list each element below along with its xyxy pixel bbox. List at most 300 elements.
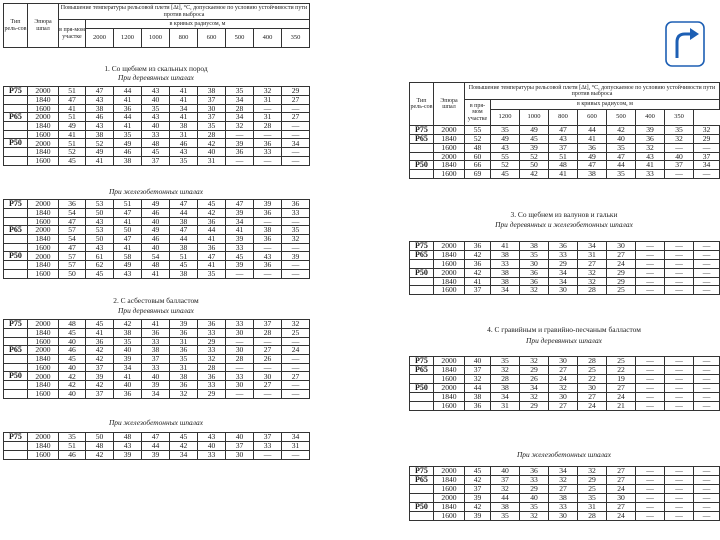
value-cell: 32: [282, 235, 310, 244]
value-cell: 33: [549, 503, 578, 512]
value-cell: 42: [170, 442, 198, 451]
value-cell: 44: [578, 126, 607, 135]
value-cell: 47: [142, 433, 170, 442]
value-cell: 41: [465, 277, 491, 286]
right-header-radius: в кривых радиусом, м: [491, 100, 720, 110]
value-cell: —: [694, 375, 720, 384]
value-cell: 51: [59, 442, 86, 451]
value-cell: 45: [59, 329, 86, 338]
value-cell: —: [254, 130, 282, 139]
epure-cell: 2000: [434, 242, 465, 251]
value-cell: 57: [59, 261, 86, 270]
value-cell: 30: [549, 357, 578, 366]
table-row: [4, 104, 310, 113]
value-cell: 25: [578, 485, 607, 494]
value-cell: 34: [549, 277, 578, 286]
epure-cell: 2000: [28, 320, 59, 329]
value-cell: 29: [694, 135, 720, 144]
value-cell: 45: [198, 200, 226, 209]
value-cell: 51: [170, 252, 198, 261]
left-radius-500: 500: [226, 29, 254, 48]
value-cell: 30: [226, 451, 254, 460]
value-cell: 60: [465, 152, 491, 161]
table-row: [410, 485, 720, 494]
rail-type-cell: Р50: [4, 372, 28, 381]
value-cell: 35: [170, 156, 198, 165]
value-cell: 32: [578, 467, 607, 476]
value-cell: —: [694, 277, 720, 286]
value-cell: 40: [142, 96, 170, 105]
table-row: [410, 251, 720, 260]
table-row: [4, 209, 310, 218]
value-cell: —: [694, 485, 720, 494]
value-cell: 45: [59, 355, 86, 364]
value-cell: 39: [142, 451, 170, 460]
value-cell: 32: [520, 393, 549, 402]
value-cell: 50: [114, 226, 142, 235]
table-row: [4, 87, 310, 96]
value-cell: —: [282, 156, 310, 165]
epure-cell: 2000: [28, 346, 59, 355]
table-row: [410, 126, 720, 135]
right-header-type: Тип рель-сов: [410, 83, 434, 126]
value-cell: 41: [59, 104, 86, 113]
value-cell: 36: [142, 329, 170, 338]
value-cell: —: [694, 260, 720, 269]
value-cell: 32: [549, 476, 578, 485]
right-header-epure: Эпюра шпал: [434, 83, 465, 126]
value-cell: —: [636, 268, 665, 277]
value-cell: —: [694, 251, 720, 260]
value-cell: 50: [86, 209, 114, 218]
value-cell: 44: [198, 226, 226, 235]
epure-cell: 1840: [434, 476, 465, 485]
value-cell: 32: [578, 268, 607, 277]
value-cell: 29: [578, 476, 607, 485]
epure-cell: 2000: [434, 357, 465, 366]
table-row: [4, 433, 310, 442]
value-cell: 42: [198, 209, 226, 218]
value-cell: 47: [114, 235, 142, 244]
value-cell: 57: [59, 252, 86, 261]
value-cell: 43: [86, 243, 114, 252]
value-cell: 35: [198, 122, 226, 131]
value-cell: 32: [491, 485, 520, 494]
value-cell: 33: [254, 148, 282, 157]
value-cell: 34: [282, 433, 310, 442]
value-cell: 34: [226, 113, 254, 122]
value-cell: —: [636, 277, 665, 286]
rail-type-cell: [410, 170, 434, 179]
value-cell: 48: [142, 261, 170, 270]
value-cell: —: [636, 260, 665, 269]
value-cell: —: [282, 148, 310, 157]
rail-type-cell: Р75: [410, 467, 434, 476]
left-radius-350: 350: [282, 29, 310, 48]
rail-type-cell: [410, 152, 434, 161]
value-cell: 38: [491, 384, 520, 393]
value-cell: 49: [491, 135, 520, 144]
value-cell: 46: [114, 148, 142, 157]
value-cell: 52: [465, 135, 491, 144]
right-radius-350: 350: [665, 110, 694, 126]
value-cell: —: [694, 268, 720, 277]
value-cell: 42: [86, 355, 114, 364]
value-cell: 42: [198, 139, 226, 148]
value-cell: 42: [465, 476, 491, 485]
value-cell: —: [254, 104, 282, 113]
value-cell: 40: [465, 357, 491, 366]
left-s2-table: [3, 199, 310, 279]
value-cell: 47: [170, 226, 198, 235]
value-cell: 42: [607, 126, 636, 135]
rail-type-cell: Р75: [410, 357, 434, 366]
rail-type-cell: Р65: [4, 226, 28, 235]
value-cell: 31: [170, 130, 198, 139]
value-cell: 29: [520, 485, 549, 494]
value-cell: 30: [607, 242, 636, 251]
value-cell: 31: [254, 96, 282, 105]
rail-type-cell: [410, 375, 434, 384]
value-cell: 43: [170, 148, 198, 157]
value-cell: 51: [549, 152, 578, 161]
epure-cell: 2000: [28, 226, 59, 235]
table-row: [410, 494, 720, 503]
value-cell: 41: [114, 96, 142, 105]
right-s3-table: [409, 241, 720, 295]
right-t1-table: [409, 125, 720, 179]
rail-type-cell: [4, 329, 28, 338]
value-cell: 25: [282, 329, 310, 338]
value-cell: 35: [114, 130, 142, 139]
value-cell: 47: [549, 126, 578, 135]
value-cell: 43: [142, 113, 170, 122]
value-cell: 41: [114, 243, 142, 252]
value-cell: —: [282, 104, 310, 113]
value-cell: —: [636, 375, 665, 384]
table-row: [410, 512, 720, 521]
value-cell: 36: [465, 402, 491, 411]
value-cell: 43: [549, 135, 578, 144]
table-row: [410, 260, 720, 269]
value-cell: —: [636, 357, 665, 366]
right-s4b-subheading: При железобетонных шпалах: [516, 450, 612, 459]
value-cell: —: [694, 503, 720, 512]
rail-type-cell: [4, 389, 28, 398]
value-cell: 50: [86, 433, 114, 442]
value-cell: 33: [198, 329, 226, 338]
value-cell: 40: [59, 389, 86, 398]
right-s3-heading: 3. Со щебнем из валунов и гальки: [510, 210, 618, 219]
value-cell: —: [665, 286, 694, 295]
value-cell: 48: [549, 161, 578, 170]
value-cell: 22: [607, 366, 636, 375]
value-cell: 38: [170, 372, 198, 381]
value-cell: —: [665, 242, 694, 251]
left-radius-2000: 2000: [86, 29, 114, 48]
value-cell: 33: [226, 243, 254, 252]
value-cell: 66: [465, 161, 491, 170]
value-cell: 33: [549, 251, 578, 260]
value-cell: —: [636, 384, 665, 393]
value-cell: —: [282, 451, 310, 460]
rail-type-cell: [410, 494, 434, 503]
epure-cell: 1600: [28, 156, 59, 165]
value-cell: 69: [465, 170, 491, 179]
value-cell: 39: [86, 372, 114, 381]
value-cell: 32: [520, 357, 549, 366]
value-cell: 28: [226, 355, 254, 364]
value-cell: 42: [465, 503, 491, 512]
value-cell: 40: [59, 337, 86, 346]
return-arrow-icon[interactable]: [662, 20, 712, 70]
value-cell: 44: [114, 113, 142, 122]
value-cell: 42: [465, 251, 491, 260]
value-cell: —: [636, 485, 665, 494]
value-cell: 38: [491, 251, 520, 260]
value-cell: 37: [142, 355, 170, 364]
epure-cell: 1600: [434, 144, 465, 153]
value-cell: 24: [607, 512, 636, 521]
value-cell: 41: [198, 261, 226, 270]
value-cell: 37: [665, 161, 694, 170]
value-cell: 50: [59, 269, 86, 278]
value-cell: 37: [694, 152, 720, 161]
value-cell: —: [636, 503, 665, 512]
value-cell: —: [665, 402, 694, 411]
value-cell: —: [636, 251, 665, 260]
value-cell: 39: [226, 209, 254, 218]
table-row: [4, 320, 310, 329]
value-cell: 38: [86, 104, 114, 113]
value-cell: 36: [198, 372, 226, 381]
value-cell: 19: [607, 375, 636, 384]
value-cell: 34: [282, 139, 310, 148]
left-s1-heading: 1. Со щебнем из скальных пород: [104, 64, 208, 73]
value-cell: 55: [465, 126, 491, 135]
table-row: [410, 375, 720, 384]
value-cell: 41: [142, 320, 170, 329]
value-cell: 31: [578, 251, 607, 260]
epure-cell: 2000: [434, 268, 465, 277]
table-row: [4, 389, 310, 398]
right-s4-heading: 4. С гравийным и гравийно-песчаным балластом: [487, 325, 641, 334]
value-cell: 28: [198, 363, 226, 372]
value-cell: 46: [59, 451, 86, 460]
value-cell: 36: [254, 139, 282, 148]
value-cell: 38: [198, 87, 226, 96]
value-cell: 53: [86, 226, 114, 235]
left-radius-400: 400: [254, 29, 282, 48]
value-cell: 36: [226, 148, 254, 157]
table-row: [410, 268, 720, 277]
epure-cell: 1600: [434, 375, 465, 384]
value-cell: 49: [114, 139, 142, 148]
value-cell: 39: [282, 252, 310, 261]
value-cell: 36: [198, 320, 226, 329]
rail-type-cell: [4, 355, 28, 364]
rail-type-cell: [4, 337, 28, 346]
value-cell: 41: [114, 217, 142, 226]
table-row: [4, 200, 310, 209]
value-cell: 24: [607, 260, 636, 269]
value-cell: 35: [491, 357, 520, 366]
epure-cell: 2000: [28, 113, 59, 122]
epure-cell: 1840: [28, 96, 59, 105]
value-cell: 27: [282, 372, 310, 381]
value-cell: 46: [142, 235, 170, 244]
value-cell: 24: [549, 375, 578, 384]
rail-type-cell: Р65: [4, 113, 28, 122]
value-cell: 31: [578, 503, 607, 512]
table-row: [410, 144, 720, 153]
value-cell: 27: [607, 251, 636, 260]
value-cell: 42: [86, 381, 114, 390]
value-cell: —: [282, 355, 310, 364]
rail-type-cell: Р75: [4, 433, 28, 442]
table-row: [410, 402, 720, 411]
epure-cell: 1600: [434, 260, 465, 269]
epure-cell: 1600: [28, 130, 59, 139]
table-row: [410, 161, 720, 170]
rail-type-cell: Р65: [410, 476, 434, 485]
value-cell: 45: [465, 467, 491, 476]
value-cell: 38: [549, 494, 578, 503]
value-cell: 49: [114, 261, 142, 270]
value-cell: —: [254, 243, 282, 252]
value-cell: 43: [86, 96, 114, 105]
value-cell: 38: [520, 242, 549, 251]
value-cell: 48: [114, 433, 142, 442]
value-cell: 38: [578, 170, 607, 179]
value-cell: 39: [226, 261, 254, 270]
right-s4-table: [409, 356, 720, 411]
value-cell: 37: [254, 320, 282, 329]
value-cell: —: [254, 363, 282, 372]
value-cell: 27: [549, 402, 578, 411]
epure-cell: 2000: [434, 494, 465, 503]
epure-cell: 1600: [28, 389, 59, 398]
value-cell: 45: [491, 170, 520, 179]
value-cell: 38: [170, 217, 198, 226]
value-cell: 41: [491, 242, 520, 251]
value-cell: —: [694, 476, 720, 485]
value-cell: 36: [254, 209, 282, 218]
rail-type-cell: [4, 363, 28, 372]
value-cell: 39: [114, 355, 142, 364]
value-cell: 33: [198, 381, 226, 390]
value-cell: —: [665, 485, 694, 494]
epure-cell: 1840: [28, 209, 59, 218]
rail-type-cell: [4, 104, 28, 113]
value-cell: 32: [254, 87, 282, 96]
table-row: [4, 96, 310, 105]
table-row: [4, 252, 310, 261]
value-cell: —: [282, 269, 310, 278]
epure-cell: 2000: [28, 433, 59, 442]
value-cell: 38: [170, 122, 198, 131]
table-row: [4, 269, 310, 278]
value-cell: 32: [170, 389, 198, 398]
table-row: [4, 235, 310, 244]
value-cell: 32: [520, 512, 549, 521]
value-cell: 37: [491, 476, 520, 485]
value-cell: 41: [59, 130, 86, 139]
value-cell: —: [636, 366, 665, 375]
table-row: [410, 467, 720, 476]
value-cell: —: [665, 375, 694, 384]
value-cell: 38: [86, 130, 114, 139]
value-cell: 34: [549, 467, 578, 476]
epure-cell: 2000: [28, 200, 59, 209]
value-cell: 33: [198, 346, 226, 355]
value-cell: 40: [142, 372, 170, 381]
epure-cell: 1840: [28, 381, 59, 390]
value-cell: 40: [59, 363, 86, 372]
value-cell: 34: [578, 242, 607, 251]
rail-type-cell: [410, 393, 434, 402]
value-cell: —: [636, 402, 665, 411]
value-cell: 37: [549, 144, 578, 153]
value-cell: 36: [86, 337, 114, 346]
value-cell: —: [665, 393, 694, 402]
value-cell: 39: [465, 494, 491, 503]
rail-type-cell: Р65: [410, 366, 434, 375]
epure-cell: 2000: [28, 372, 59, 381]
value-cell: 36: [520, 277, 549, 286]
value-cell: 55: [491, 152, 520, 161]
value-cell: 29: [520, 402, 549, 411]
rail-type-cell: [4, 209, 28, 218]
rail-type-cell: [4, 122, 28, 131]
value-cell: 28: [578, 286, 607, 295]
value-cell: 35: [59, 433, 86, 442]
rail-type-cell: Р75: [410, 242, 434, 251]
epure-cell: 2000: [434, 152, 465, 161]
value-cell: 38: [142, 346, 170, 355]
right-s3-subheading: При деревянных и железобетонных шпалах: [495, 220, 633, 229]
value-cell: 43: [198, 433, 226, 442]
rail-type-cell: Р50: [4, 139, 28, 148]
value-cell: 45: [170, 433, 198, 442]
value-cell: 32: [198, 355, 226, 364]
value-cell: 47: [170, 200, 198, 209]
table-row: [410, 170, 720, 179]
value-cell: 43: [636, 152, 665, 161]
epure-cell: 1840: [434, 393, 465, 402]
value-cell: 43: [86, 122, 114, 131]
value-cell: 45: [86, 269, 114, 278]
value-cell: 40: [607, 135, 636, 144]
epure-cell: 1600: [28, 217, 59, 226]
value-cell: 34: [491, 286, 520, 295]
table-row: [410, 503, 720, 512]
value-cell: 24: [578, 402, 607, 411]
value-cell: 41: [578, 135, 607, 144]
value-cell: 39: [465, 512, 491, 521]
table-row: [410, 242, 720, 251]
value-cell: 49: [142, 226, 170, 235]
value-cell: 45: [520, 135, 549, 144]
value-cell: 40: [520, 494, 549, 503]
value-cell: 53: [86, 200, 114, 209]
value-cell: 43: [86, 217, 114, 226]
left-radius-1200: 1200: [114, 29, 142, 48]
value-cell: 30: [520, 260, 549, 269]
value-cell: 33: [142, 337, 170, 346]
left-s4-table: [3, 432, 310, 460]
rail-type-cell: [410, 277, 434, 286]
